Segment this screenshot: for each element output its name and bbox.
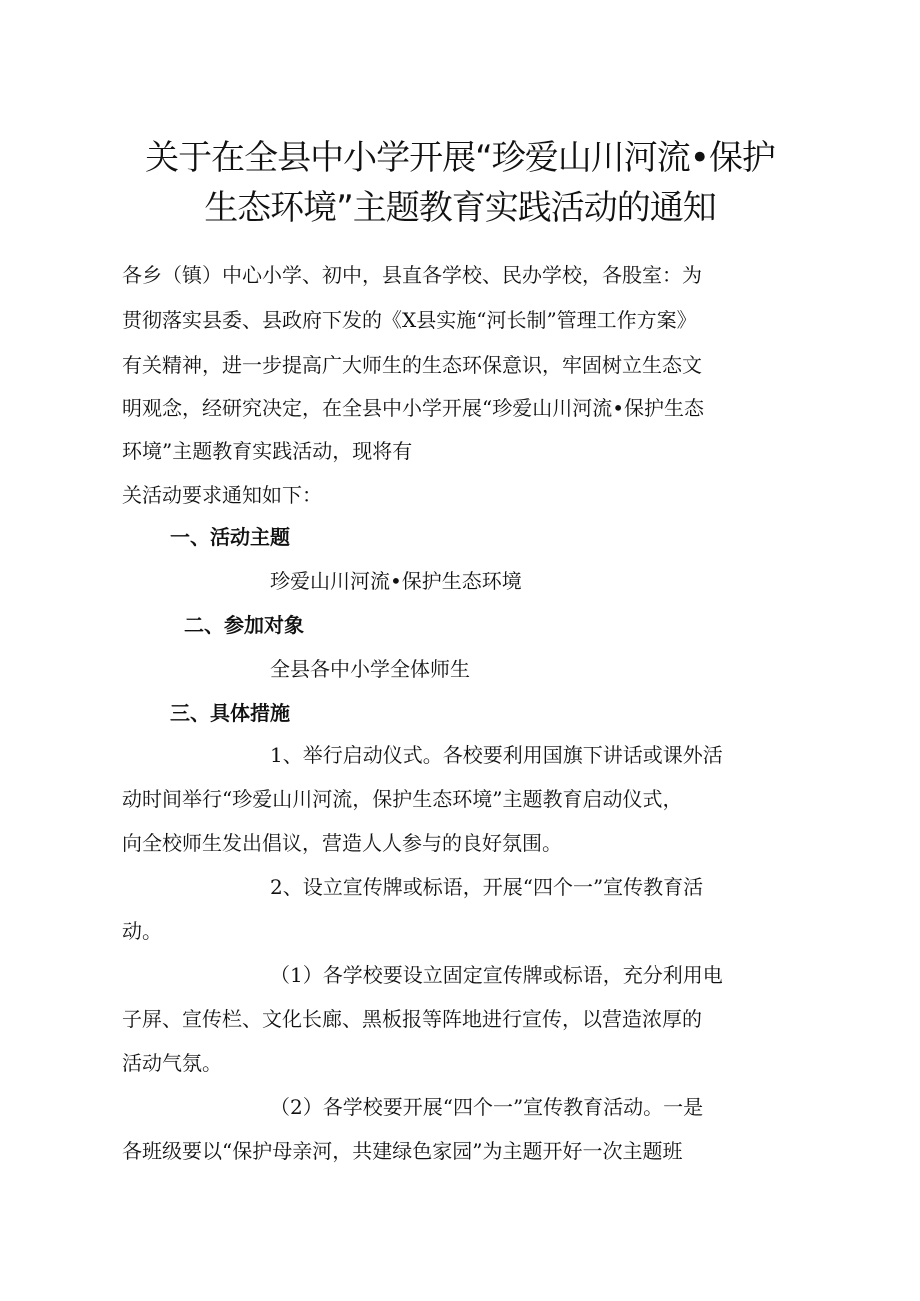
section-content-participants: 全县各中小学全体师生 (270, 657, 470, 681)
measure-line: 1、举行启动仪式。各校要利用国旗下讲话或课外活 (270, 743, 723, 767)
section-content-theme: 珍爱山川河流•保护生态环境 (270, 569, 522, 593)
measure-line: 各班级要以“保护母亲河，共建绿色家园”为主题开好一次主题班 (122, 1139, 683, 1163)
intro-line: 环境”主题教育实践活动，现将有 (122, 439, 413, 463)
section-heading-participants: 二、参加对象 (184, 613, 304, 637)
measure-line: 2、设立宣传牌或标语，开展“四个一”宣传教育活 (270, 875, 704, 899)
document-title-line-2: 生态环境”主题教育实践活动的通知 (204, 188, 716, 228)
measure-line: 活动气氛。 (122, 1051, 222, 1075)
intro-line: 明观念，经研究决定，在全县中小学开展“珍爱山川河流•保护生态 (122, 396, 705, 420)
section-heading-measures: 三、具体措施 (170, 701, 290, 725)
document-title-line-1: 关于在全县中小学开展“珍爱山川河流•保护 (145, 138, 775, 178)
measure-line: 动时间举行“珍爱山川河流，保护生态环境”主题教育启动仪式， (122, 787, 683, 811)
intro-line: 有关精神，进一步提高广大师生的生态环保意识，牢固树立生态文 (122, 353, 702, 377)
measure-line: 动。 (122, 919, 162, 943)
intro-line: 贯彻落实县委、县政府下发的《X县实施“河长制”管理工作方案》 (122, 308, 697, 332)
intro-line: 关活动要求通知如下： (122, 483, 322, 507)
measure-line: （1）各学校要设立固定宣传牌或标语，充分利用电 (270, 963, 723, 987)
measure-line: 向全校师生发出倡议，营造人人参与的良好氛围。 (122, 831, 562, 855)
section-heading-theme: 一、活动主题 (170, 525, 290, 549)
measure-line: 子屏、宣传栏、文化长廊、黑板报等阵地进行宣传，以营造浓厚的 (122, 1007, 702, 1031)
intro-line: 各乡（镇）中心小学、初中，县直各学校、民办学校，各股室：为 (122, 263, 702, 287)
measure-line: （2）各学校要开展“四个一”宣传教育活动。一是 (270, 1095, 704, 1119)
